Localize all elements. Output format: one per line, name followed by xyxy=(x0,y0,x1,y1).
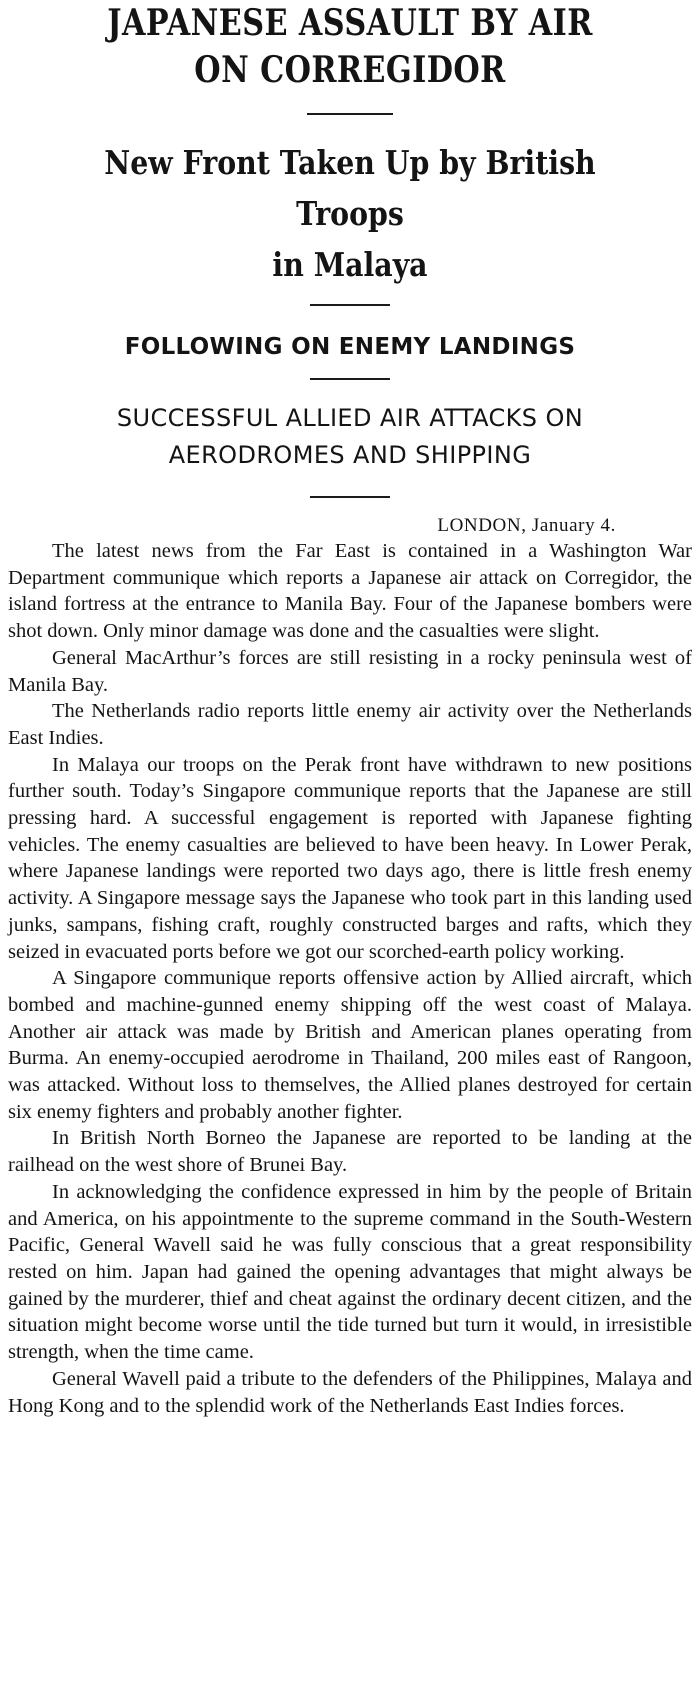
subheadline-line-1: New Front Taken Up by British Troops xyxy=(104,143,596,233)
paragraph: General MacArthur’s forces are still resisting in a rocky peninsula west of Manila Bay. xyxy=(8,646,692,696)
paragraph: In British North Borneo the Japanese are reported to be landing at the railhead on the west shore of Brunei Bay. xyxy=(8,1127,692,1177)
deck-divider xyxy=(310,378,390,380)
subdeck-divider xyxy=(310,496,390,498)
headline xyxy=(63,0,638,94)
paragraph: In acknowledging the confidence expressed in him by the people of Britain and America, on his appointmente to the supreme command in the South-Western Pacific, General Wavell said he was fully conscious that a great responsibility rested on him. Japan had gained the opening advantages that might always be gained by the murderer, thief and cheat against the ordinary decent citizen, and the situation might become worse until the tide turned but turn it would, in irresistible strength, when the time came. xyxy=(8,1180,692,1364)
subheadline xyxy=(56,137,644,290)
headline-divider xyxy=(307,113,393,115)
headline-line-2: ON CORREGIDOR xyxy=(194,49,506,91)
article-body xyxy=(8,538,692,1419)
paragraph: In Malaya our troops on the Perak front have withdrawn to new positions further south. Today’s Singapore communique reports that the Japanese are still pressing hard. A successful engagement is reported with Japanese fighting vehicles. The enemy casualties are believed to have been heavy. In Lower Perak, where Japanese landings were reported two days ago, there is little fresh enemy activity. A Singapore message says the Japanese who took part in this landing used junks, sampans, fishing craft, roughly constructed barges and rafts, which they seized in evacuated ports before we got our scorched-earth policy working. xyxy=(8,753,692,963)
paragraph: The Netherlands radio reports little enemy air activity over the Netherlands East Indies. xyxy=(8,700,692,749)
subheadline-divider xyxy=(310,304,390,306)
paragraph: The latest news from the Far East is contained in a Washington War Department communique which reports a Japanese air attack on Corregidor, the island fortress at the entrance to Manila Bay. Four of the Japanese bombers were shot down. Only minor damage was done and the casualties were slight. xyxy=(8,540,692,643)
dateline: LONDON, January 4. xyxy=(437,515,616,536)
deck-heading: FOLLOWING ON ENEMY LANDINGS xyxy=(124,334,576,360)
subheadline-line-2: in Malaya xyxy=(272,245,428,284)
subdeck-line-2: AERODROMES AND SHIPPING xyxy=(168,441,532,469)
subdeck-heading xyxy=(8,400,692,474)
subdeck-line-1: SUCCESSFUL ALLIED AIR ATTACKS ON xyxy=(116,404,584,432)
paragraph: General Wavell paid a tribute to the defenders of the Philippines, Malaya and Hong Kong and to the splendid work of the Netherlands East Indies forces. xyxy=(8,1367,692,1417)
paragraph: A Singapore communique reports offensive action by Allied aircraft, which bombed and machine-gunned enemy shipping off the west coast of Malaya. Another air attack was made by British and American planes operating from Burma. An enemy-occupied aerodrome in Thailand, 200 miles east of Rangoon, was attacked. Without loss to themselves, the Allied planes destroyed for certain six enemy fighters and probably another fighter. xyxy=(8,967,692,1123)
headline-line-1: JAPANESE ASSAULT BY AIR xyxy=(107,2,593,44)
